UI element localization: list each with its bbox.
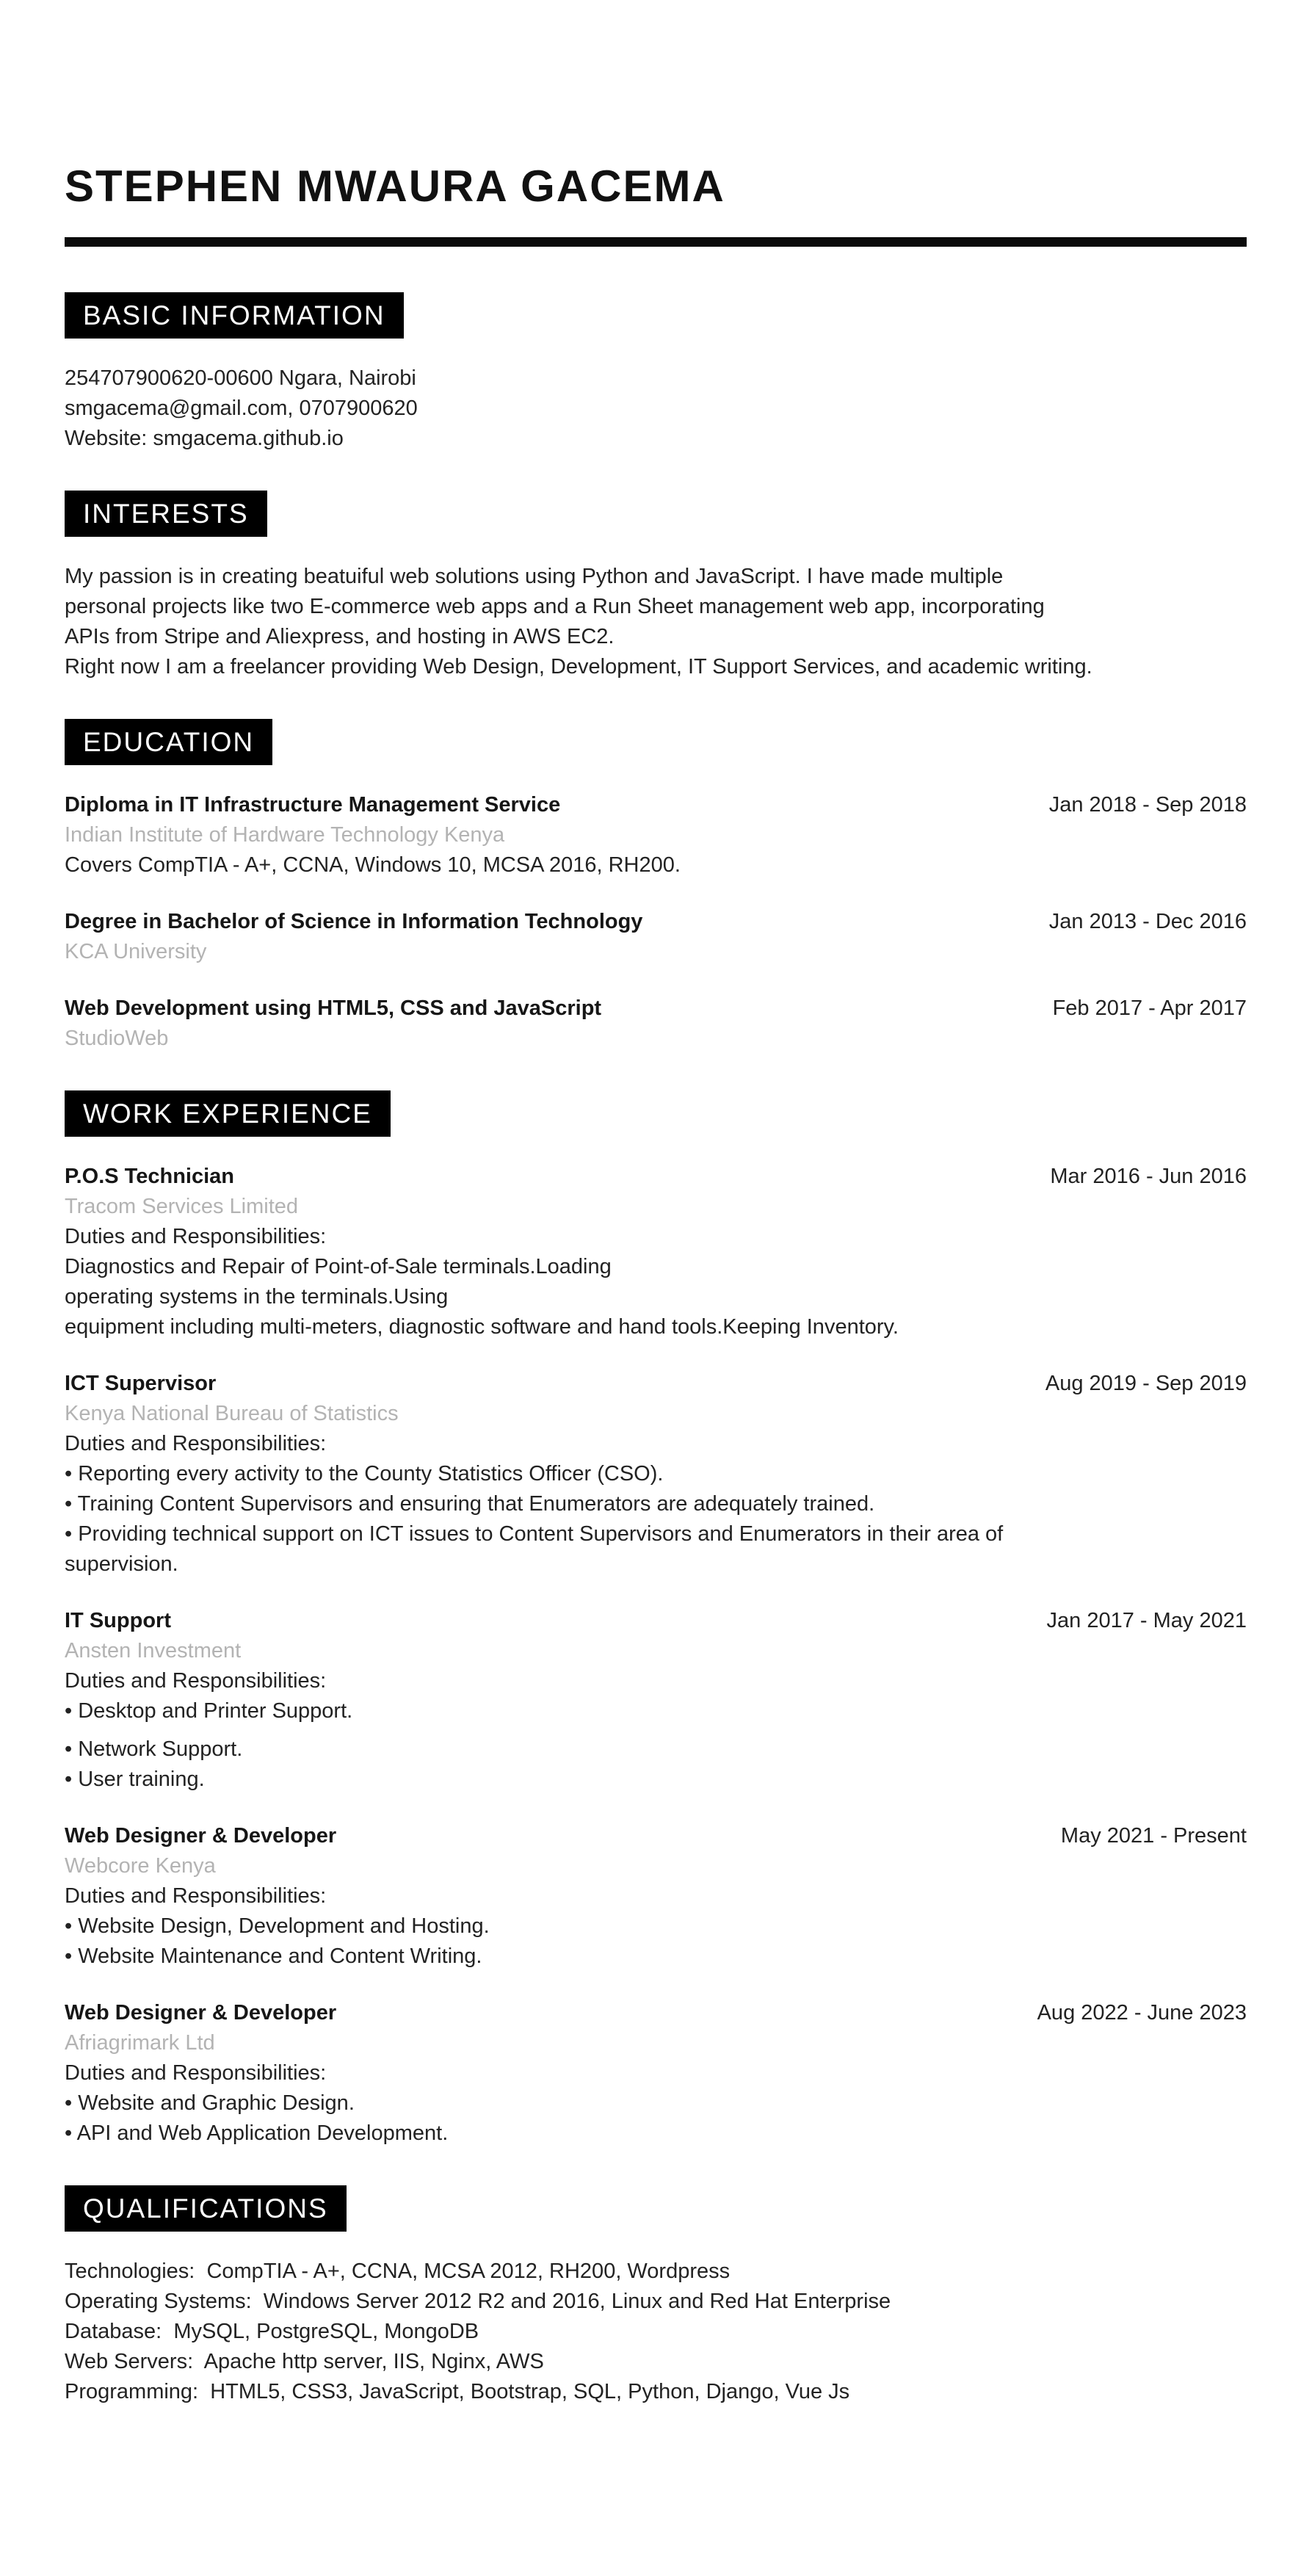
work-item (65, 1821, 1247, 1972)
education-item-title: Web Development using HTML5, CSS and JavaScript (65, 996, 602, 1020)
qualification-line-database: Database: MySQL, PostgreSQL, MongoDB (65, 2320, 479, 2343)
work-item-duty-line: Diagnostics and Repair of Point-of-Sale terminals.Loading (65, 1255, 612, 1278)
work-item-duty-line: • Website Design, Development and Hosting. (65, 1914, 490, 1938)
work-item-head (65, 1369, 1247, 1399)
work-item-duties-label: Duties and Responsibilities: (65, 1432, 327, 1455)
section-heading-basic-information: BASIC INFORMATION (65, 292, 404, 339)
work-item-organization: Tracom Services Limited (65, 1195, 299, 1218)
contact-website-line: Website: smgacema.github.io (65, 427, 344, 450)
section-heading-work-experience: WORK EXPERIENCE (65, 1090, 391, 1137)
work-item-duty-line: operating systems in the terminals.Using (65, 1285, 449, 1309)
work-item-organization: Afriagrimark Ltd (65, 2031, 215, 2055)
qualification-line-programming: Programming: HTML5, CSS3, JavaScript, Bootstrap, SQL, Python, Django, Vue Js (65, 2380, 850, 2403)
header-divider (65, 237, 1247, 247)
work-item-head (65, 1821, 1247, 1851)
work-item-dates: Jan 2017 - May 2021 (1046, 1609, 1247, 1632)
education-item-head (65, 994, 1247, 1024)
work-item (65, 1369, 1247, 1580)
work-item-dates: May 2021 - Present (1060, 1824, 1247, 1848)
work-item-duty-line: • Network Support. (65, 1737, 243, 1761)
section-heading-education: EDUCATION (65, 719, 272, 765)
work-item-duties-label: Duties and Responsibilities: (65, 2061, 327, 2085)
work-item-duty-line: • Desktop and Printer Support. (65, 1699, 353, 1723)
work-item-dates: Aug 2019 - Sep 2019 (1045, 1372, 1247, 1395)
interests-paragraph-line: personal projects like two E-commerce web apps and a Run Sheet management web app, incorporating (65, 595, 1045, 618)
work-item-duties-label: Duties and Responsibilities: (65, 1669, 327, 1693)
work-item-duty-line: • Training Content Supervisors and ensuring that Enumerators are adequately trained. (65, 1492, 875, 1516)
interests-paragraph-line: Right now I am a freelancer providing Web Design, Development, IT Support Services, and academic writing. (65, 655, 1092, 679)
education-item-organization: KCA University (65, 940, 207, 963)
work-item-head (65, 1162, 1247, 1192)
work-item-organization: Webcore Kenya (65, 1854, 216, 1878)
contact-email-phone-line: smgacema@gmail.com, 0707900620 (65, 397, 418, 420)
section-heading-interests: INTERESTS (65, 491, 267, 537)
work-item-title: IT Support (65, 1609, 171, 1632)
work-item-duty-line: • Website Maintenance and Content Writing. (65, 1944, 482, 1968)
interests-paragraph-line: APIs from Stripe and Aliexpress, and hosting in AWS EC2. (65, 625, 615, 648)
work-item-head (65, 1606, 1247, 1636)
education-item-organization: Indian Institute of Hardware Technology Kenya (65, 823, 505, 847)
section-heading-qualifications: QUALIFICATIONS (65, 2185, 347, 2232)
education-item-dates: Jan 2018 - Sep 2018 (1048, 793, 1247, 817)
work-item (65, 1606, 1247, 1795)
work-item-duty-line: supervision. (65, 1552, 178, 1576)
work-item-title: ICT Supervisor (65, 1372, 217, 1395)
contact-address-line: 254707900620-00600 Ngara, Nairobi (65, 366, 416, 390)
work-item-title: Web Designer & Developer (65, 1824, 337, 1848)
education-item-dates: Feb 2017 - Apr 2017 (1052, 996, 1247, 1020)
work-item (65, 1998, 1247, 2149)
education-item (65, 907, 1247, 967)
work-item-duties-label: Duties and Responsibilities: (65, 1884, 327, 1908)
section-basic-information (65, 292, 1247, 454)
qualification-line-web-servers: Web Servers: Apache http server, IIS, Nginx, AWS (65, 2350, 544, 2373)
work-item-dates: Aug 2022 - June 2023 (1037, 2001, 1247, 2025)
interests-paragraph-line: My passion is in creating beatuiful web solutions using Python and JavaScript. I have made multiple (65, 565, 1004, 588)
work-item-duties-label: Duties and Responsibilities: (65, 1225, 327, 1248)
work-item-duty-line: equipment including multi-meters, diagnostic software and hand tools.Keeping Inventory. (65, 1315, 899, 1339)
work-item-duty-line: • Reporting every activity to the County Statistics Officer (CSO). (65, 1462, 664, 1486)
section-interests (65, 491, 1247, 682)
education-item-title: Degree in Bachelor of Science in Information Technology (65, 910, 643, 933)
section-work-experience (65, 1090, 1247, 2149)
work-item-duty-line: • Website and Graphic Design. (65, 2091, 355, 2115)
work-item-duty-line: • API and Web Application Development. (65, 2121, 449, 2145)
education-item-head (65, 790, 1247, 820)
education-item (65, 790, 1247, 880)
qualification-line-operating-systems: Operating Systems: Windows Server 2012 R2 and 2016, Linux and Red Hat Enterprise (65, 2290, 891, 2313)
work-item-head (65, 1998, 1247, 2028)
section-qualifications (65, 2185, 1247, 2407)
work-item-dates: Mar 2016 - Jun 2016 (1050, 1165, 1247, 1188)
qualification-line-technologies: Technologies: CompTIA - A+, CCNA, MCSA 2012, RH200, Wordpress (65, 2260, 731, 2283)
work-item-organization: Kenya National Bureau of Statistics (65, 1402, 399, 1425)
work-item-duty-line: • Providing technical support on ICT issues to Content Supervisors and Enumerators in their area of (65, 1522, 1004, 1546)
education-item-title: Diploma in IT Infrastructure Management Service (65, 793, 561, 817)
section-education (65, 719, 1247, 1054)
candidate-name: STEPHEN MWAURA GACEMA (65, 162, 725, 211)
education-item-dates: Jan 2013 - Dec 2016 (1048, 910, 1247, 933)
work-item-organization: Ansten Investment (65, 1639, 242, 1663)
work-item-duty-line: • User training. (65, 1768, 205, 1791)
work-item-title: Web Designer & Developer (65, 2001, 337, 2025)
education-item (65, 994, 1247, 1054)
work-item-title: P.O.S Technician (65, 1165, 235, 1188)
education-item-head (65, 907, 1247, 937)
education-item-organization: StudioWeb (65, 1027, 169, 1050)
education-item-description: Covers CompTIA - A+, CCNA, Windows 10, MCSA 2016, RH200. (65, 853, 681, 877)
work-item (65, 1162, 1247, 1342)
